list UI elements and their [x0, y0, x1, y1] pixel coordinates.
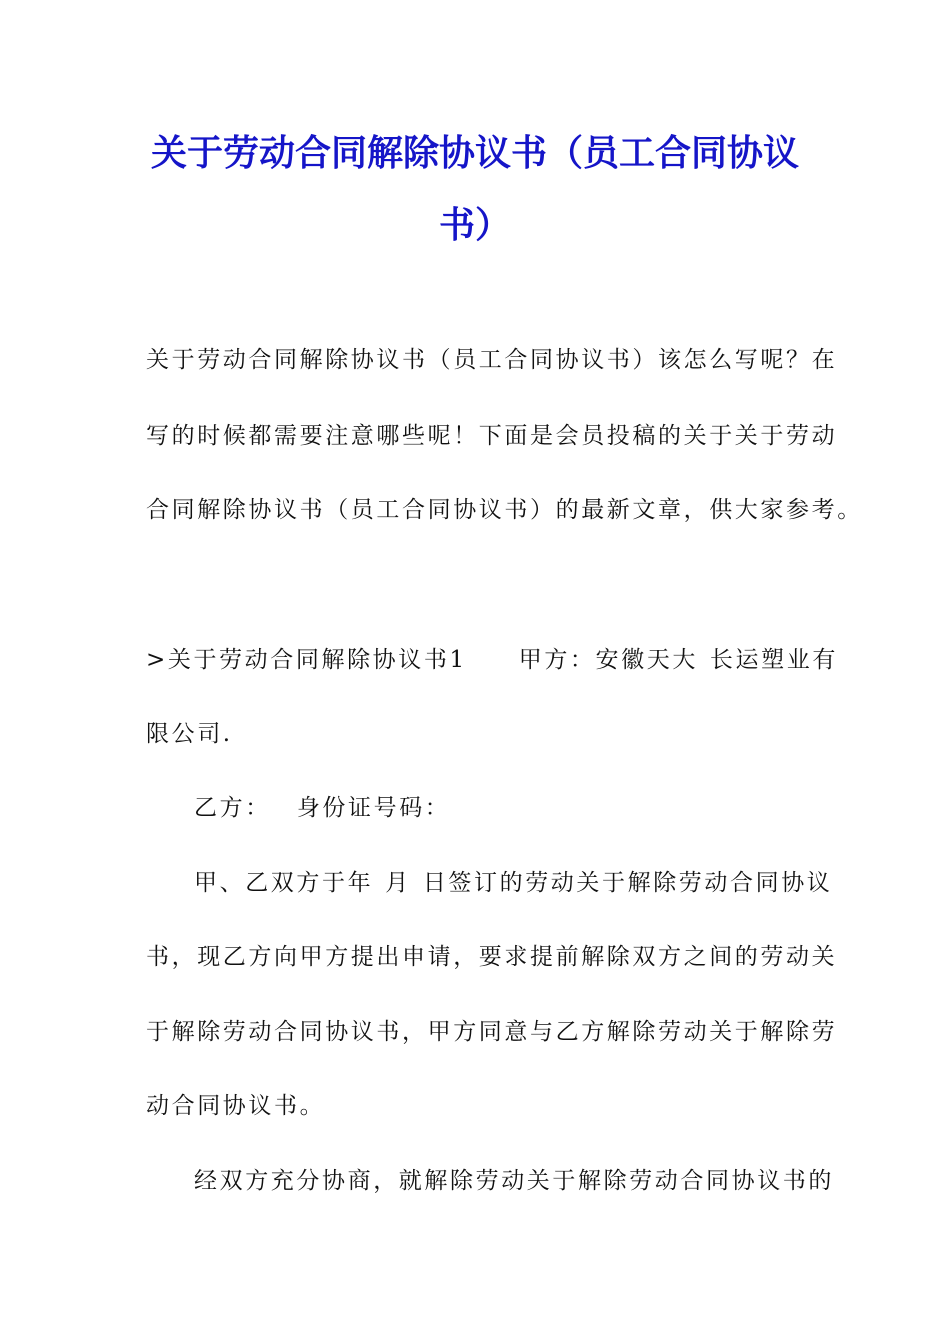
paragraph1-part-2: 月 — [385, 870, 411, 896]
paragraph1-line-4: 动合同协议书。 — [146, 1093, 326, 1119]
document-title-line-2: 书） — [438, 205, 511, 246]
id-number-label: 身份证号码： — [296, 795, 451, 821]
section-heading-line — [146, 645, 838, 675]
paragraph1-part-3: 日签订的劳动关于解除劳动合同协议 — [422, 870, 833, 896]
paragraph1-line-2: 书，现乙方向甲方提出申请，要求提前解除双方之间的劳动关 — [146, 944, 838, 970]
intro-line-1: 关于劳动合同解除协议书（员工合同协议书）该怎么写呢？在 — [146, 347, 838, 373]
party-b-label: 乙方： — [194, 795, 271, 821]
intro-line-3: 合同解除协议书（员工合同协议书）的最新文章，供大家参考。 — [146, 497, 863, 523]
party-a-name-tail: 限公司. — [146, 721, 233, 747]
document-title-line-1: 关于劳动合同解除协议书（员工合同协议 — [150, 133, 799, 174]
party-b-line — [194, 793, 806, 823]
paragraph1-line-3: 于解除劳动合同协议书，甲方同意与乙方解除劳动关于解除劳 — [146, 1019, 838, 1045]
intro-line-2: 写的时候都需要注意哪些呢！下面是会员投稿的关于关于劳动 — [146, 423, 838, 449]
party-a-label: 甲方：安徽天大 — [518, 647, 698, 673]
section-heading: >关于劳动合同解除协议书1 — [146, 647, 467, 673]
paragraph1-line-1 — [194, 868, 833, 898]
party-a-name-rest: 长运塑业有 — [709, 647, 838, 673]
paragraph2-line-1: 经双方充分协商，就解除劳动关于解除劳动合同协议书的 — [194, 1168, 834, 1194]
paragraph1-part-1: 甲、乙双方于年 — [194, 870, 374, 896]
